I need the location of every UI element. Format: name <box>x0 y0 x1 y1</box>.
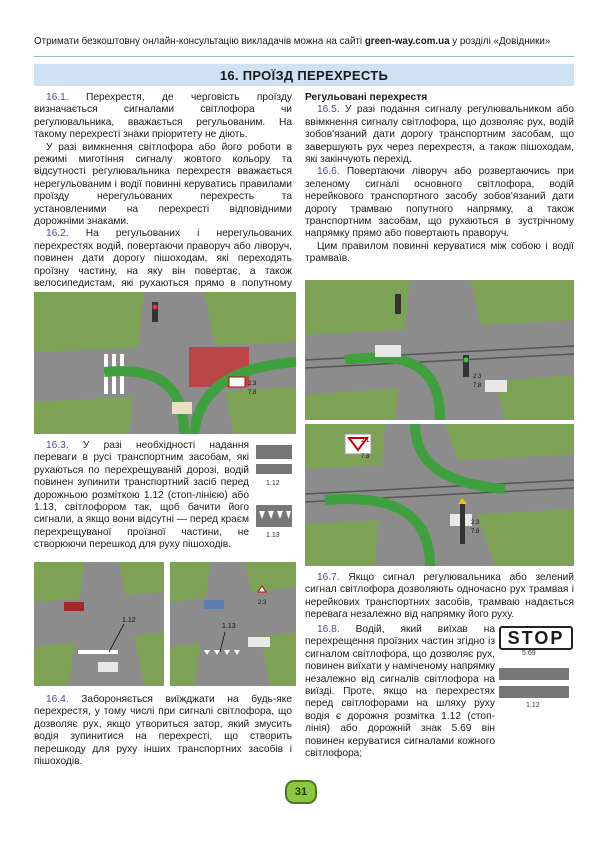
fig3-sign-d: 7.8 <box>471 529 480 535</box>
illustration-stop-line <box>34 562 164 686</box>
clause-text: У разі подання сигналу регулювальником або ввімкнення сигналу світлофора, що дозволяє рух, водій зобов'язаний дати дорогу транспортним засобам, що завершують рух через перехрестя, а також пішоходам, які закінчують перехід. <box>305 104 574 166</box>
illustration-tram-intersection <box>305 280 574 420</box>
subhead-regulated: Регульовані перехрестя <box>305 92 428 103</box>
marking-1-13 <box>256 505 292 527</box>
header-note-text: Отримати безкоштовну онлайн-консультацію викладачів можна на сайті <box>34 36 365 47</box>
fig1-sign-a: 2.3 <box>248 381 257 387</box>
fig4-label: 1.12 <box>122 617 136 624</box>
marking-1-12 <box>256 445 292 459</box>
fig5-sign: 2.3 <box>258 600 267 606</box>
clause-number: 16.5. <box>317 104 340 116</box>
clause-text: Повертаючи ліворуч або розвертаючись при зеленому сигналі основного світлофора, водій нерейкового транспортного засобу зобов'язаний дати дорогу трамваю попутного напрямку, а також транспортним засобам, що рухаються в зустрічному напрямку прямо або повертають праворуч. <box>305 166 574 240</box>
page-number: 31 <box>285 780 317 804</box>
left-text-16-3 <box>34 440 249 552</box>
fig2-sign-a: 2.3 <box>473 374 482 380</box>
marking-1-12-label: 1.12 <box>266 480 280 487</box>
header-site-link[interactable]: green-way.com.ua <box>364 36 450 47</box>
fig5-label: 1.13 <box>222 623 236 630</box>
right-text-16-8 <box>305 624 495 760</box>
para-16-5 <box>305 104 574 166</box>
para-16-1 <box>34 92 292 142</box>
fig3-sign-a: 2.1 <box>361 438 370 444</box>
illustration-tram-priority <box>305 424 574 566</box>
clause-text: Забороняється виїжджати на будь-яке перехрестя, у тому числі при сигналі світлофора, що дозволяє рух, якщо утвориться затор, який змусить водія зупинитися на перехресті, що створить перешкоду для руху інших транспортних засобів і пішоходів. <box>34 694 292 768</box>
clause-text: Водій, який виїхав на перехрещення проїзних частин згідно із сигналом світлофора, що дозволяє рух, повинен виїхати у наміченому напрямку незалежно від сигналів світлофора на виїзді. Проте, якщо на перехрестях перед світлофорами на шляху руху водія є дорожня розмітка 1.12 (стоп-лінія) або дорожній знак 5.69 він повинен керуватися сигналами кожного світлофора; <box>305 624 495 760</box>
fig2-sign-b: 7.8 <box>473 383 482 389</box>
fig3-sign-c: 2.3 <box>471 520 480 526</box>
clause-text: У разі необхідності надання переваги в русі транспортним засобам, які рухаються по перехрещуваній дорозі, водій повинен зупинити транспортний засіб перед дорожньою розміткою 1.12 (стоп-лінією) або 1.13, світлофором так, щоб бачити його сигнали, а якщо вони відсутні — перед краєм перехрещуваної проїзної частини, не створюючи перешкод для руху пішоходів. <box>34 440 249 551</box>
marking-1-12-b-line <box>499 686 569 698</box>
clause-number: 16.8. <box>317 624 340 635</box>
clause-text: На регульованих і нерегульованих перехрестях водій, повертаючи праворуч або ліворуч, повинен дати дорогу пішоходам, які переходять проїзну частину, на яку він повертає, а також велосипедистам, які рухаються прямо в попутному <box>34 228 292 290</box>
fig3-sign-b: 7.8 <box>361 454 370 460</box>
left-text-16-4 <box>34 694 292 768</box>
clause-number: 16.4. <box>46 694 69 705</box>
marking-1-13-label: 1.13 <box>266 532 280 539</box>
section-title: 16. ПРОЇЗД ПЕРЕХРЕСТЬ <box>34 64 574 86</box>
illustration-yield-line <box>170 562 296 686</box>
right-text-top <box>305 92 574 266</box>
header-divider <box>34 56 574 57</box>
clause-number: 16.7. <box>317 572 340 583</box>
illustration-intersection-turn <box>34 292 296 434</box>
header-note-suffix: у розділі «Довідники» <box>449 36 551 47</box>
para-16-1-b: У разі вимкнення світлофора або його роботи в режимі миготіння сигналу жовтого кольору та відсутності регулювальника перехрестя вважається нерегульованим і водії повинні керуватись правилами проїзду нерегульованих перехресть та установленими на перехресті відповідними дорожніми знаками. <box>34 141 292 228</box>
sign-stop: STOP <box>499 626 573 650</box>
header-note <box>34 36 574 47</box>
clause-number: 16.1. <box>46 92 69 103</box>
fig1-sign-b: 7.8 <box>248 390 257 396</box>
clause-number: 16.2. <box>46 228 69 240</box>
marking-1-12-line <box>256 464 292 474</box>
left-text-top <box>34 92 292 303</box>
para-16-4 <box>34 694 292 768</box>
marking-1-12-b <box>499 668 569 680</box>
para-16-6 <box>305 166 574 240</box>
para-16-8 <box>305 624 495 760</box>
sign-5-69-label: 5.69 <box>522 650 536 657</box>
right-text-16-7 <box>305 572 574 622</box>
para-16-7 <box>305 572 574 622</box>
clause-number: 16.3. <box>46 440 69 451</box>
clause-number: 16.6. <box>317 166 340 178</box>
clause-text: Перехрестя, де черговість проїзду визначається сигналами світлофора чи регулювальника, вважається регульованим. На такому перехресті знаки пріоритету не діють. <box>34 92 292 141</box>
clause-text: Якщо сигнал регулювальника або зелений сигнал світлофора дозволяють одночасно рух трамвая і нерейкових транспортних засобів, трамваю надається перевага незалежно від напрямку його руху. <box>305 572 574 621</box>
marking-1-12-b-label: 1.12 <box>526 702 540 709</box>
para-16-3 <box>34 440 249 552</box>
para-16-6-b: Цим правилом повинні керуватися між собою і водії трамваїв. <box>305 240 574 265</box>
